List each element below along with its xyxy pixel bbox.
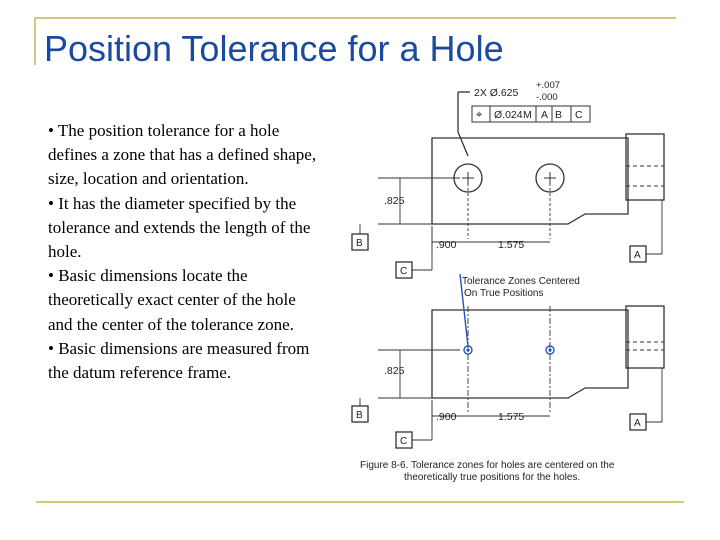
hidden-line: [626, 166, 664, 186]
datum-leader: [646, 200, 662, 254]
bullet-item: • Basic dimensions are measured from the datum reference frame.: [48, 338, 310, 383]
fcf-datum-a: A: [541, 109, 549, 121]
true-position-point: [548, 348, 551, 351]
datum-a-label: A: [634, 418, 641, 429]
datum-a-label: A: [634, 250, 641, 261]
extension-line: [468, 178, 550, 239]
footer-rule: [36, 501, 684, 503]
bullet-item: • It has the diameter specified by the tolerance and extends the length of the hole.: [48, 193, 311, 262]
drawing-svg: [340, 74, 680, 494]
title-frame-top-rule: [34, 17, 676, 19]
figure-caption-line1: Figure 8-6. Tolerance zones for holes are centered on the: [360, 460, 615, 471]
leader-line: [458, 92, 468, 156]
dim-900-top: .900: [436, 239, 457, 251]
dim-900-bottom: .900: [436, 411, 457, 423]
true-position-point: [466, 348, 469, 351]
dim-825-bottom: .825: [384, 365, 405, 377]
side-view-top: [626, 134, 664, 200]
slide-title: Position Tolerance for a Hole: [44, 28, 504, 69]
bullet-item: • The position tolerance for a hole defines a zone that has a defined shape, size, location and orientation.: [48, 121, 317, 189]
side-view-bottom: [626, 306, 664, 368]
fcf-modifier: M: [523, 109, 532, 121]
dim-1575-top: 1.575: [498, 239, 525, 251]
part-outline-bottom: [432, 310, 628, 398]
datum-b-label: B: [356, 410, 363, 421]
fcf-datum-b: B: [555, 109, 563, 121]
tol-minus: -.000: [536, 92, 558, 103]
fcf-tolerance: Ø.024: [494, 109, 523, 121]
part-outline-top: [432, 138, 628, 224]
tol-plus: +.007: [536, 80, 561, 91]
title-frame-left-rule: [34, 17, 36, 65]
datum-leader: [646, 368, 662, 422]
engineering-drawing-figure: [340, 74, 680, 494]
zones-note-line2: On True Positions: [464, 288, 544, 299]
position-symbol: ⌖: [476, 109, 483, 121]
dim-825-top: .825: [384, 195, 405, 207]
bullet-item: • Basic dimensions locate the theoretically exact center of the hole and the center of the tolerance zone.: [48, 266, 296, 334]
hole-centermark: [462, 172, 556, 184]
hole-size-callout: 2X Ø.625: [474, 87, 519, 99]
hidden-line: [626, 342, 664, 350]
dim-1575-bottom: 1.575: [498, 411, 525, 423]
figure-caption-line2: theoretically true positions for the holes.: [404, 472, 581, 483]
datum-b-label: B: [356, 238, 363, 249]
fcf-datum-c: C: [575, 109, 583, 121]
datum-c-label: C: [400, 266, 408, 277]
zones-note-line1: Tolerance Zones Centered: [462, 276, 580, 287]
datum-c-label: C: [400, 436, 408, 447]
bullet-list: [48, 119, 324, 385]
